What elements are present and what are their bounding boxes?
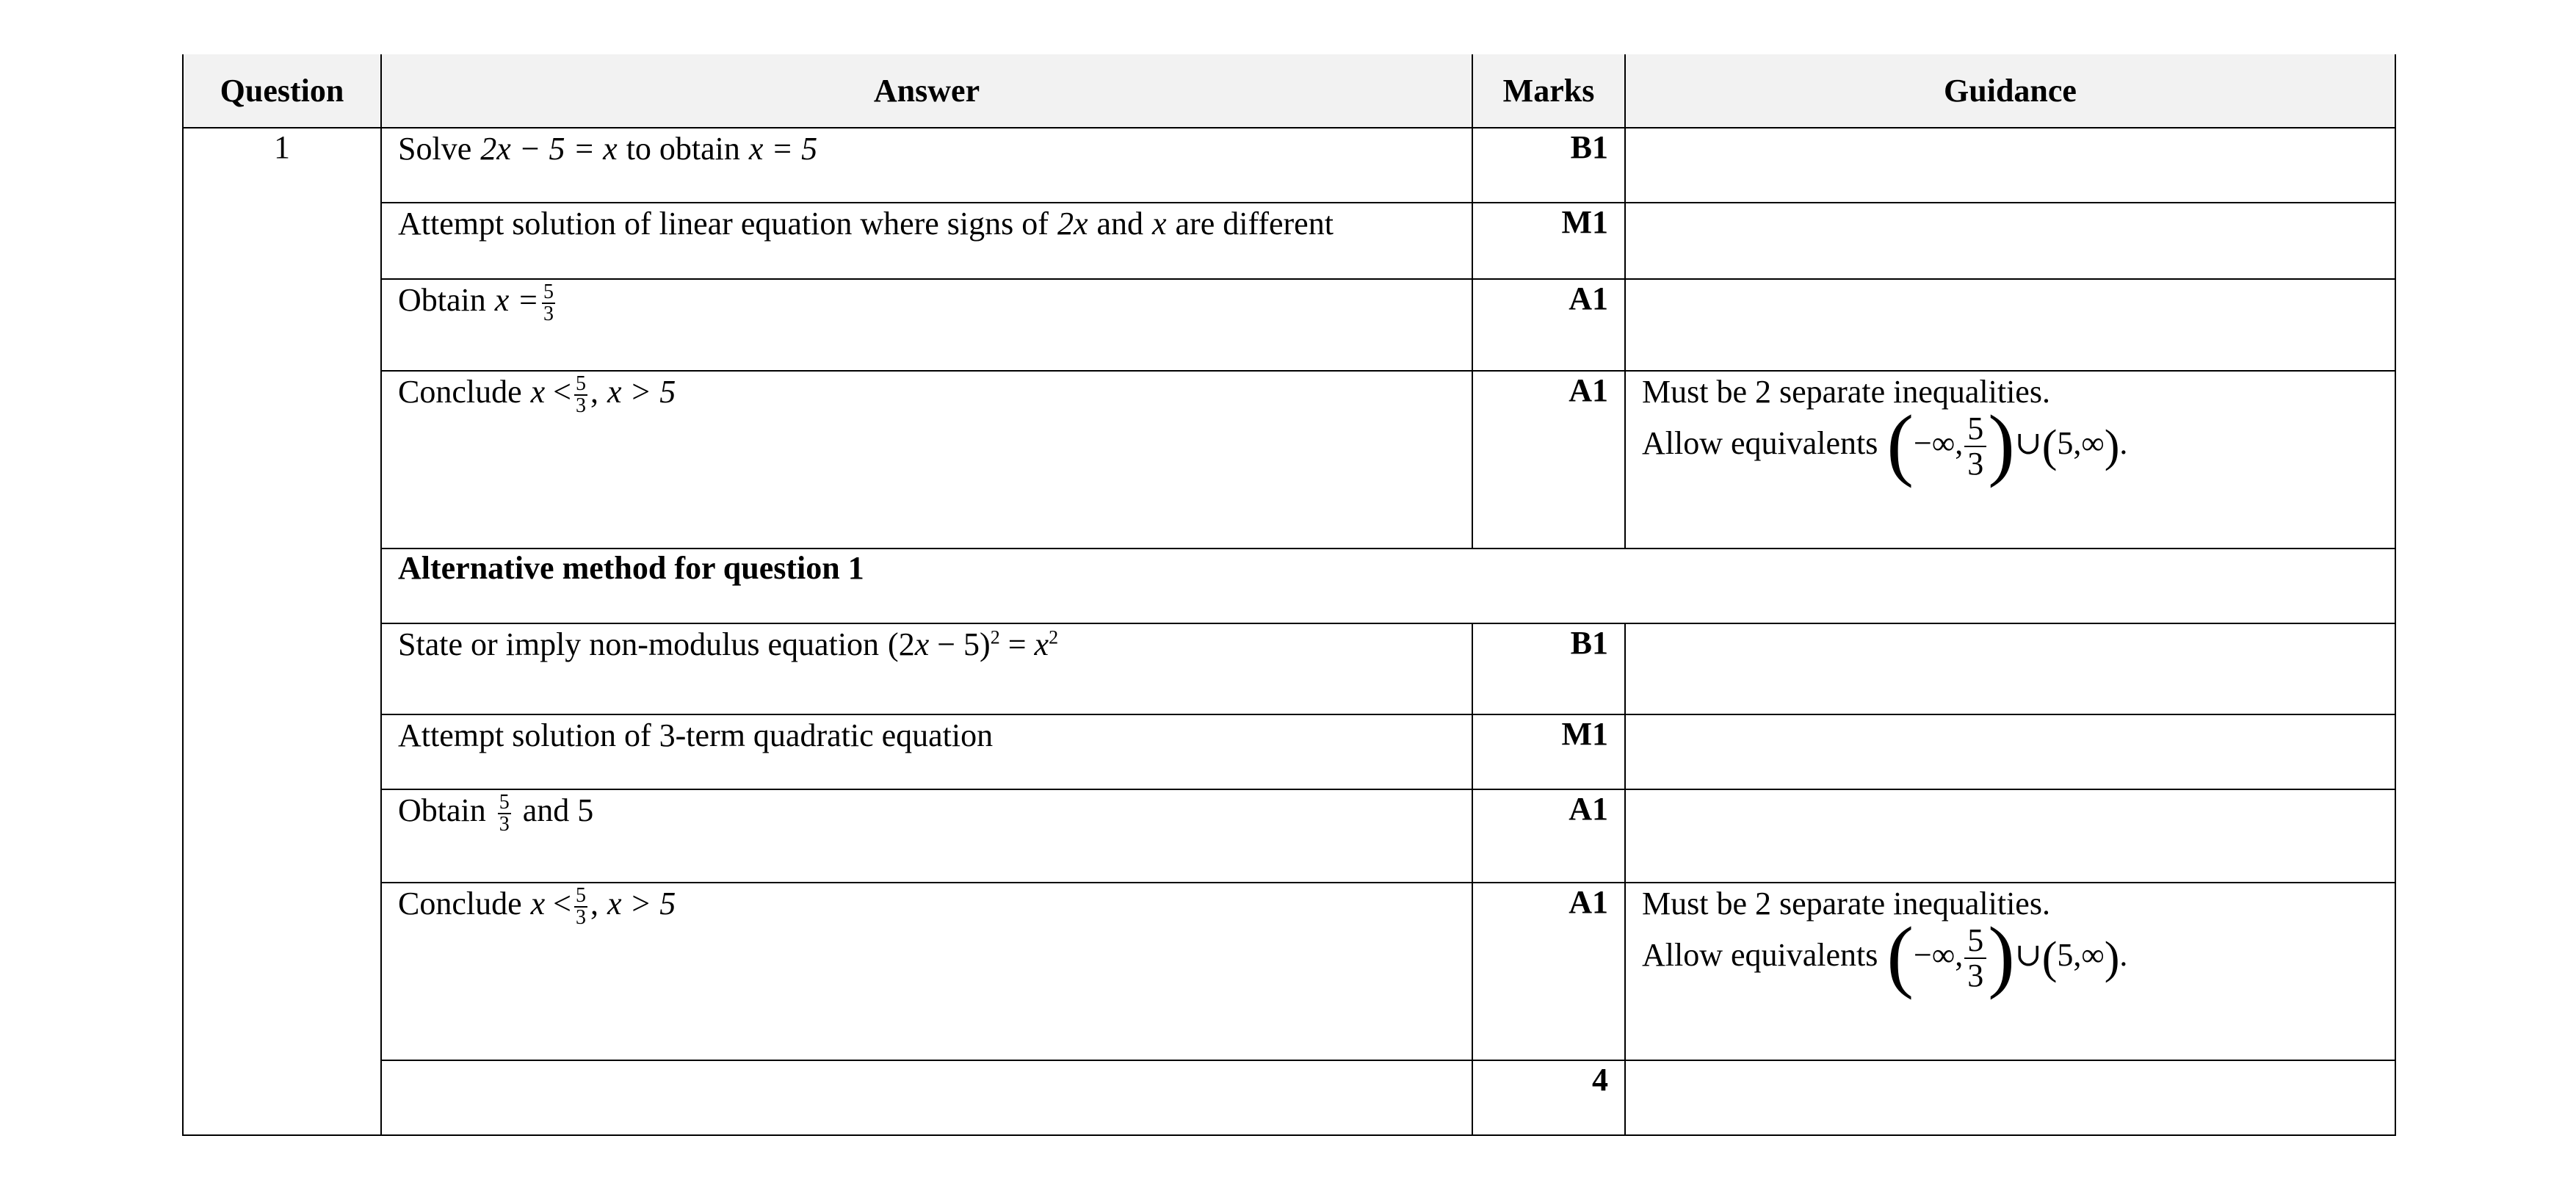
total-marks: 4 — [1472, 1060, 1625, 1135]
question-number: 1 — [183, 128, 381, 1135]
guidance-equivalents: Allow equivalents (−∞, $\frac{5}{3}$ )∪(5,∞). — [1642, 399, 2128, 488]
fraction: $\frac{5}{3}$ — [576, 372, 586, 417]
guidance-cell — [1625, 714, 2395, 789]
alternative-method-heading: Alternative method for question 1 — [381, 549, 2395, 623]
table-row — [183, 883, 2395, 1060]
header-marks: Marks — [1472, 54, 1625, 128]
fraction: $\frac{5}{3}$ — [1964, 412, 1986, 481]
table-row — [183, 714, 2395, 789]
table-row — [183, 789, 2395, 883]
mark-cell: A1 — [1472, 883, 1625, 1060]
table-row-total — [183, 1060, 2395, 1135]
answer-cell: Obtain x = $\frac{5}{3}$ — [381, 279, 1472, 371]
table-row — [183, 279, 2395, 371]
guidance-cell — [1625, 279, 2395, 371]
table-row — [183, 623, 2395, 714]
fraction: $\frac{5}{3}$ — [1964, 924, 1986, 993]
mark-cell: A1 — [1472, 279, 1625, 371]
header-row — [183, 54, 2395, 128]
mark-cell: B1 — [1472, 623, 1625, 714]
mark-scheme-table — [182, 54, 2396, 1136]
answer-cell: Attempt solution of 3-term quadratic equation — [381, 714, 1472, 789]
guidance-cell — [1625, 623, 2395, 714]
header-guidance: Guidance — [1625, 54, 2395, 128]
mark-cell: M1 — [1472, 714, 1625, 789]
guidance-cell: Must be 2 separate inequalities. Allow equivalents (−∞, $\frac{5}{3}$ )∪(5,∞). — [1625, 371, 2395, 549]
mark-cell: A1 — [1472, 789, 1625, 883]
header-answer: Answer — [381, 54, 1472, 128]
fraction: $\frac{5}{3}$ — [543, 280, 554, 325]
header-question: Question — [183, 54, 381, 128]
guidance-cell — [1625, 203, 2395, 279]
guidance-equivalents: Allow equivalents (−∞, $\frac{5}{3}$ )∪(5,∞). — [1642, 911, 2128, 1000]
mark-cell: A1 — [1472, 371, 1625, 549]
answer-cell: State or imply non-modulus equation $(2x - 5)^2 = x^2$ — [381, 623, 1472, 714]
answer-cell: Solve 2x − 5 = x to obtain x = 5 — [381, 128, 1472, 203]
mark-cell: B1 — [1472, 128, 1625, 203]
guidance-cell — [1625, 789, 2395, 883]
answer-cell — [381, 1060, 1472, 1135]
answer-cell: Conclude x < $\frac{5}{3}$ , x > 5 — [381, 371, 1472, 549]
table-row — [183, 371, 2395, 549]
answer-cell: Attempt solution of linear equation where signs of 2x and x are different — [381, 203, 1472, 279]
answer-cell: Obtain $\frac{5}{3}$ and 5 — [381, 789, 1472, 883]
table-row — [183, 203, 2395, 279]
fraction: $\frac{5}{3}$ — [499, 790, 510, 836]
guidance-cell — [1625, 1060, 2395, 1135]
mark-cell: M1 — [1472, 203, 1625, 279]
table-row — [183, 549, 2395, 623]
guidance-cell: Must be 2 separate inequalities. Allow equivalents (−∞, $\frac{5}{3}$ )∪(5,∞). — [1625, 883, 2395, 1060]
table-row — [183, 128, 2395, 203]
answer-cell: Conclude x < $\frac{5}{3}$ , x > 5 — [381, 883, 1472, 1060]
guidance-cell — [1625, 128, 2395, 203]
fraction: $\frac{5}{3}$ — [576, 883, 586, 929]
